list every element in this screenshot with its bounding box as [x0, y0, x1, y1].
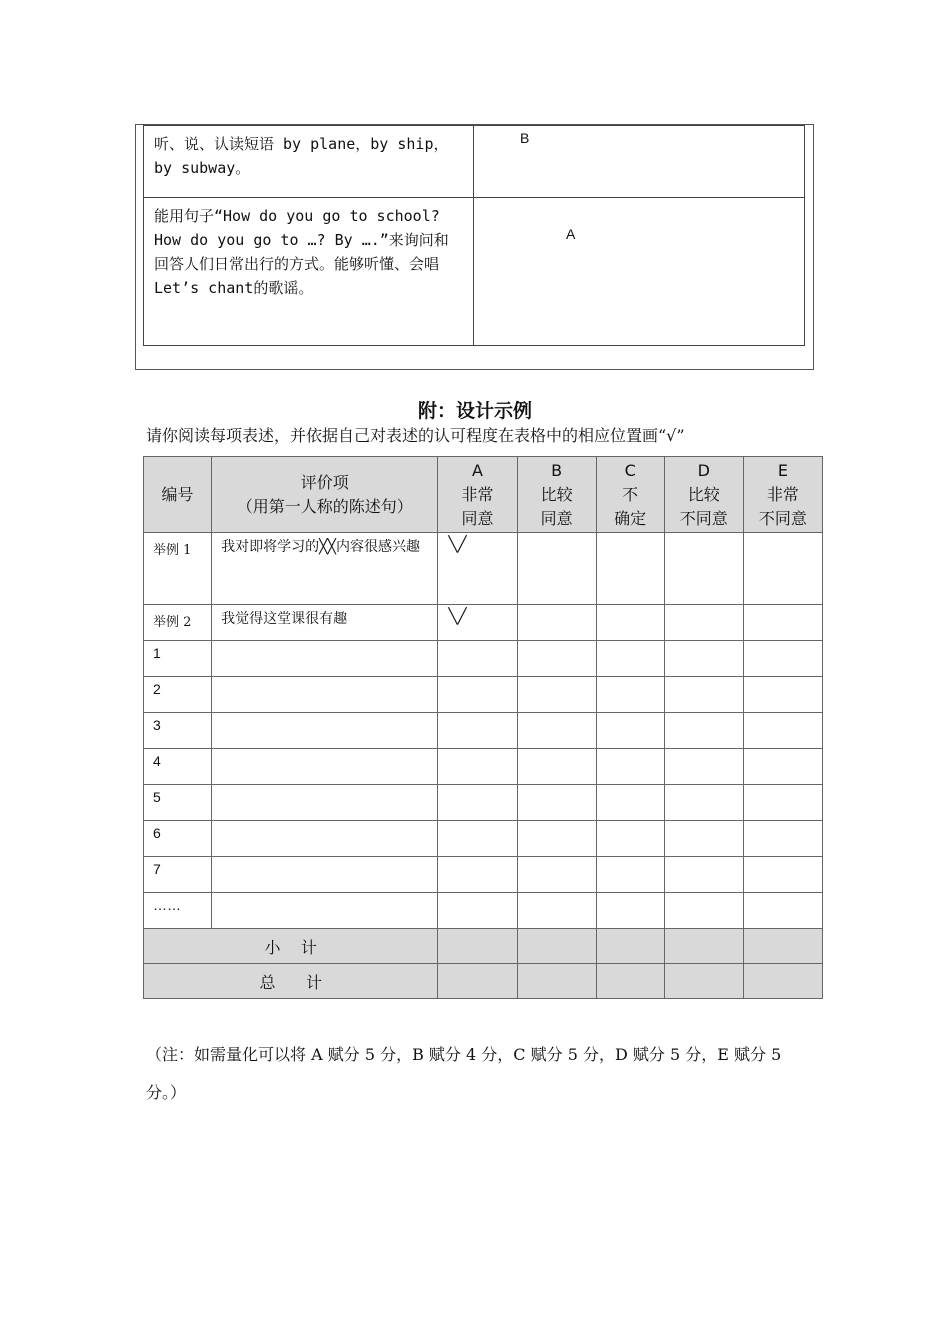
row-item: 我对即将学习的╳╳内容很感兴趣	[212, 533, 438, 605]
header-option-c: C 不 确定	[596, 457, 664, 533]
table-row	[144, 677, 823, 713]
header-option-d: D 比较 不同意	[664, 457, 743, 533]
objective-text: 能用句子“How do you go to school? How do you go to …? By ….”来询问和回答人们日常出行的方式。能够听懂、会唱Let’s chant的歌谣。	[144, 198, 474, 346]
check-mark: ╲╱	[438, 533, 517, 605]
row-number: 5	[144, 785, 212, 821]
row-number: ……	[144, 893, 212, 929]
objective-grade: A	[566, 226, 576, 242]
header-item: 评价项 （用第一人称的陈述句）	[212, 457, 438, 533]
check-mark: ╲╱	[438, 605, 517, 641]
subtotal-label: 小 计	[144, 929, 438, 964]
total-row	[144, 964, 823, 999]
row-number: 2	[144, 677, 212, 713]
row-number: 举例 2	[144, 605, 212, 641]
evaluation-table	[143, 456, 823, 999]
table-row	[144, 857, 823, 893]
example-row	[144, 533, 823, 605]
table-row	[144, 821, 823, 857]
header-number: 编号	[144, 457, 212, 533]
row-number: 1	[144, 641, 212, 677]
subtotal-row	[144, 929, 823, 964]
header-option-a: A 非常 同意	[438, 457, 517, 533]
table-row	[144, 641, 823, 677]
header-row	[144, 457, 823, 533]
header-option-b: B 比较 同意	[517, 457, 596, 533]
objective-grade: B	[520, 130, 530, 146]
row-item: 我觉得这堂课很有趣	[212, 605, 438, 641]
row-number: 举例 1	[144, 533, 212, 605]
row-number: 4	[144, 749, 212, 785]
row-number: 6	[144, 821, 212, 857]
section-heading: 附：设计示例	[417, 400, 532, 422]
instruction-text: 请你阅读每项表述，并依据自己对表述的认可程度在表格中的相应位置画“√”	[146, 426, 685, 445]
table-row	[144, 785, 823, 821]
objective-text: 听、说、认读短语 by plane，by ship，by subway。	[144, 126, 474, 198]
objective-row	[144, 126, 805, 198]
total-label: 总 计	[144, 964, 438, 999]
table-row	[144, 893, 823, 929]
table-row	[144, 749, 823, 785]
scoring-note: （注：如需量化可以将 A 赋分 5 分，B 赋分 4 分，C 赋分 5 分，D 赋分 5 分，E 赋分 5 分。）	[146, 1045, 782, 1102]
row-number: 3	[144, 713, 212, 749]
row-number: 7	[144, 857, 212, 893]
table-row	[144, 713, 823, 749]
objectives-table	[143, 125, 805, 346]
example-row	[144, 605, 823, 641]
header-option-e: E 非常 不同意	[743, 457, 822, 533]
objective-row	[144, 198, 805, 346]
